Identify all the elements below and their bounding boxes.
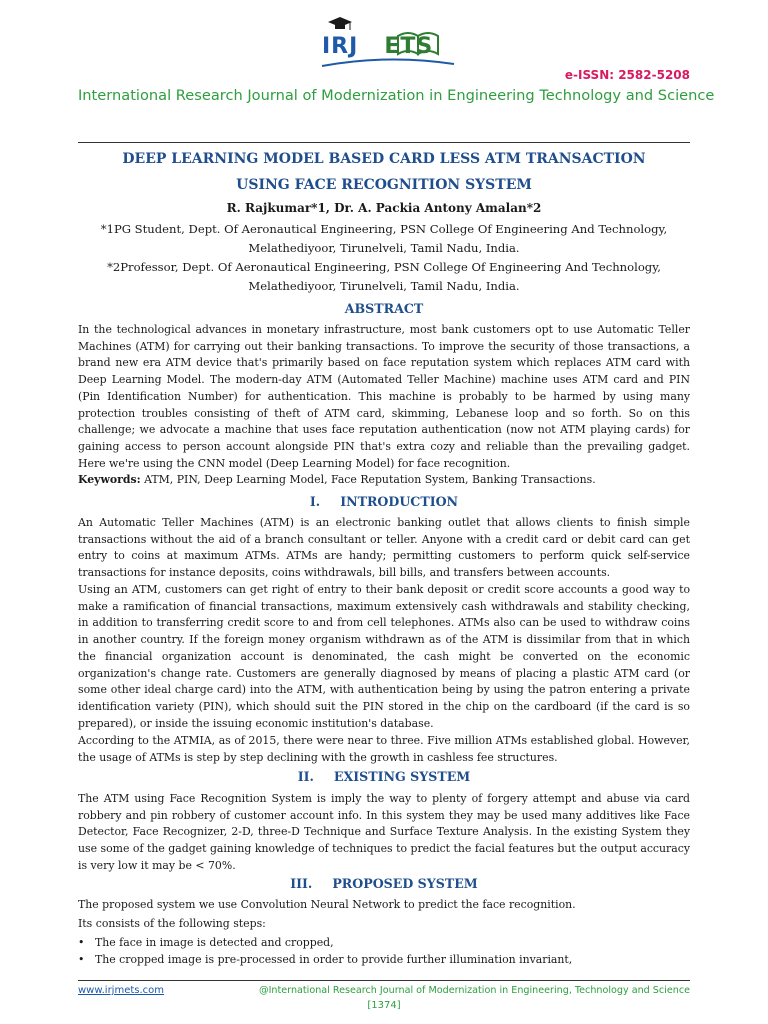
journal-logo xyxy=(318,14,458,76)
section-existing-heading xyxy=(78,769,690,784)
intro-paragraph-1: An Automatic Teller Machines (ATM) is an electronic banking outlet that allows clients to finish simple transactions without the aid of a branch consultant or teller. Anyone with a credit card or debit card can get entry to coins at maximum ATMs. ATMs are handy; permitting customers to perform quick self-service transactions for instance deposits, coins withdrawals, bill bills, and transfers between accounts. xyxy=(78,516,690,580)
journal-website-link[interactable]: www.irjmets.com xyxy=(78,985,165,996)
keywords-list: ATM, PIN, Deep Learning Model, Face Reputation System, Banking Transactions. xyxy=(140,473,596,486)
section-title: INTRODUCTION xyxy=(340,494,459,509)
proposed-paragraph-2: Its consists of the following steps: xyxy=(78,917,266,930)
section-proposed-heading xyxy=(78,876,690,891)
affiliation-1-line-2: Melathediyoor, Tirunelveli, Tamil Nadu, India. xyxy=(248,241,520,255)
paper-title-line-2: USING FACE RECOGNITION SYSTEM xyxy=(236,177,532,193)
eissn-label: e-ISSN: 2582-5208 xyxy=(564,68,690,82)
abstract-heading: ABSTRACT xyxy=(344,301,424,316)
section-title: PROPOSED SYSTEM xyxy=(332,876,478,891)
abstract-text: In the technological advances in monetary infrastructure, most bank customers opt to use Automatic Teller Machines (ATM) for carrying out their banking transactions. To improve the security of those transactions, a brand new era ATM device that's primarily based on face reputation system which replaces ATM card with Deep Learning Model. The modern-day ATM (Automated Teller Machine) machine uses ATM card and PIN (Pin Identification Number) for authentication. This machine is probably to be harmed by using many protection troubles consisting of theft of ATM card, skimming, Lebanese loop and so forth. So on this challenge; we advocate a machine that uses face reputation authentication (now not ATM playing cards) for gaining access to person account alongside PIN that's extra cozy and reliable than the prevailing gadget. Here we're using the CNN model (Deep Learning Model) for face recognition. xyxy=(78,323,690,470)
intro-paragraph-3: According to the ATMIA, as of 2015, there were near to three. Five million ATMs established global. However, the usage of ATMs is step by step declining with the growth in cashless fee structures. xyxy=(78,734,690,764)
authors: R. Rajkumar*1, Dr. A. Packia Antony Amalan*2 xyxy=(226,201,542,215)
footer-copyright: @International Research Journal of Modernization in Engineering, Technology and Science xyxy=(259,985,690,996)
affiliation-1-line-1: *1PG Student, Dept. Of Aeronautical Engineering, PSN College Of Engineering And Technology, xyxy=(100,222,668,236)
footer-divider xyxy=(78,980,690,981)
existing-paragraph: The ATM using Face Recognition System is imply the way to plenty of forgery attempt and abuse via card robbery and pin robbery of customer account info. In this system they may be used many additives like Face Detector, Face Recognizer, 2-D, three-D Technique and Surface Texture Analysis. In the existing System they use some of the gadget gaining knowledge of techniques to predict the facial features but the output accuracy is very low it may be < 70%. xyxy=(78,792,690,872)
list-item: • The face in image is detected and cropped, xyxy=(78,935,690,952)
section-number: II. xyxy=(297,769,314,784)
affiliation-1 xyxy=(78,220,690,258)
affiliation-2 xyxy=(78,258,690,296)
list-item: • The cropped image is pre-processed in order to provide further illumination invariant, xyxy=(78,952,690,969)
logo-text-right: ETS xyxy=(384,34,434,59)
keywords-label: Keywords: xyxy=(78,473,141,486)
journal-name: International Research Journal of Modernization in Engineering Technology and Science xyxy=(78,87,715,104)
affiliation-2-line-1: *2Professor, Dept. Of Aeronautical Engineering, PSN College Of Engineering And Technology, xyxy=(107,260,661,274)
section-number: III. xyxy=(290,876,313,891)
proposed-steps-list xyxy=(78,935,690,968)
paper-title-line-1: DEEP LEARNING MODEL BASED CARD LESS ATM TRANSACTION xyxy=(122,151,646,167)
affiliation-2-line-2: Melathediyoor, Tirunelveli, Tamil Nadu, India. xyxy=(248,279,520,293)
keywords xyxy=(78,472,690,489)
logo-wordmark xyxy=(322,34,433,59)
page-number: [1374] xyxy=(367,1000,401,1011)
proposed-paragraph-1: The proposed system we use Convolution Neural Network to predict the face recognition. xyxy=(78,898,576,911)
header-divider xyxy=(78,142,690,143)
logo-text-left: IRJ xyxy=(322,34,359,59)
section-number: I. xyxy=(309,494,321,509)
intro-paragraph-2: Using an ATM, customers can get right of entry to their bank deposit or credit score accounts a good way to make a ramification of financial transactions, maximum extensively cash withdrawals and stability checking, in addition to transferring credit score to and from cell telephones. ATMs also can be used to withdraw coins in another country. If the foreign money organism withdrawn as of the ATM is dissimilar from that in which the financial organization account is denominated, the cash might be converted on the economic organization's change rate. Customers are generally diagnosed by means of placing a plastic ATM card (or some other ideal charge card) into the ATM, with authentication being by using the patron entering a private identification variety (PIN), which should suit the PIN stored in the chip on the cardboard (if the card is so prepared), or inside the issuing economic institution's database. xyxy=(78,583,690,730)
section-title: EXISTING SYSTEM xyxy=(333,769,471,784)
section-introduction-heading xyxy=(78,494,690,509)
